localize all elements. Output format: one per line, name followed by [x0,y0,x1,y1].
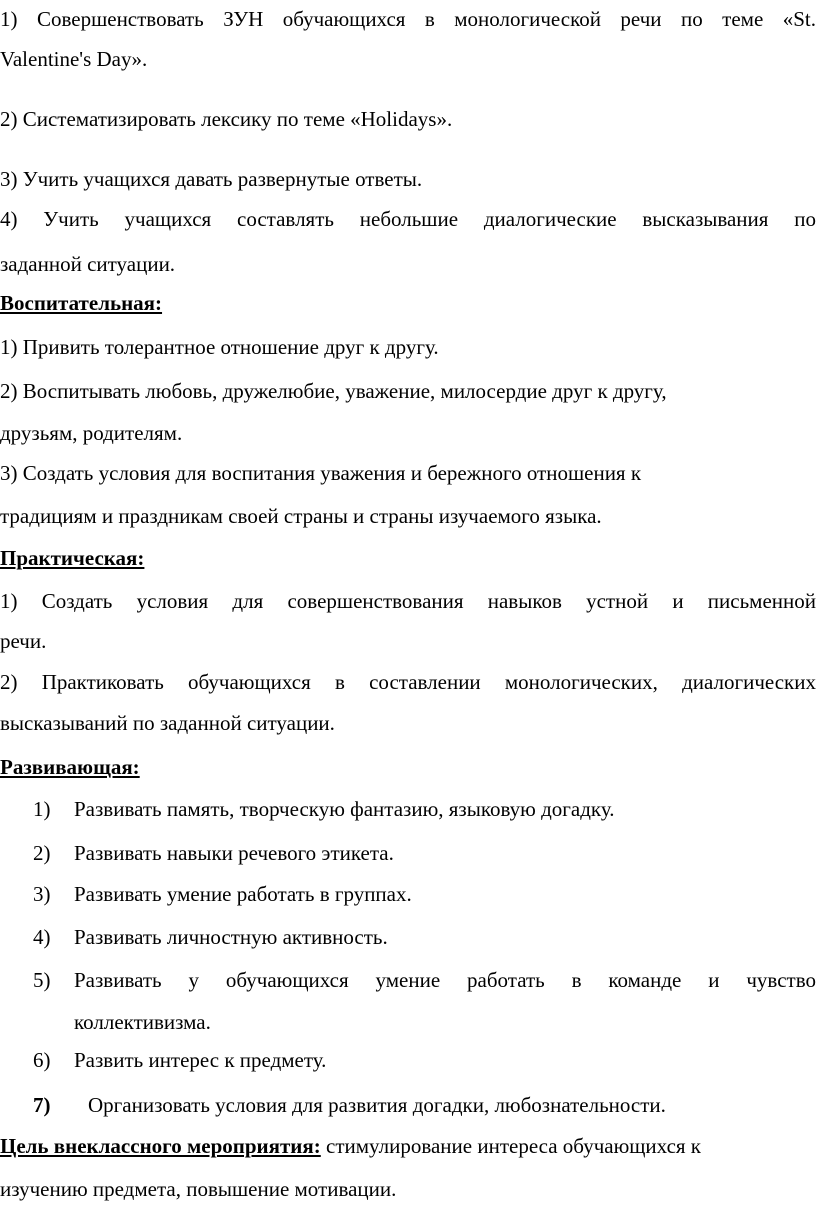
text-line: 1) Совершенствовать ЗУН обучающихся в монологической речи по теме «St. [0,7,816,31]
text-line: 3) Учить учащихся давать развернутые ответы. [0,167,423,191]
list-item-text: Развивать личностную активность. [74,925,388,949]
text-line: высказываний по заданной ситуации. [0,711,335,735]
list-item-text: Организовать условия для развития догадки, любознательности. [88,1093,666,1117]
list-item-number: 2) [33,841,51,865]
section-heading-developing: Развивающая: [0,755,140,779]
text-line: традициям и праздникам своей страны и страны изучаемого языка. [0,504,602,528]
list-item-text: Развить интерес к предмету. [74,1048,327,1072]
section-heading-practical: Практическая: [0,546,145,570]
text-line: изучению предмета, повышение мотивации. [0,1177,397,1201]
list-item-number: 4) [33,925,51,949]
event-goal-text: стимулирование интереса обучающихся к [320,1134,702,1158]
text-line: 2) Систематизировать лексику по теме «Holidays». [0,107,453,131]
event-goal [0,1133,816,1159]
list-item-number: 3) [33,882,51,906]
text-line: 2) Практиковать обучающихся в составлении монологических, диалогических [0,670,816,694]
text-line: Valentine's Day». [0,47,148,71]
text-line: речи. [0,629,47,653]
list-item-text: Развивать навыки речевого этикета. [74,841,394,865]
text-line: заданной ситуации. [0,252,176,276]
list-item-text: Развивать у обучающихся умение работать в команде и чувство [74,968,816,992]
text-line: 1) Привить толерантное отношение друг к другу. [0,335,439,359]
list-item-number: 1) [33,797,51,821]
list-item-number: 6) [33,1048,51,1072]
text-line: 1) Создать условия для совершенствования навыков устной и письменной [0,589,816,613]
text-line: 2) Воспитывать любовь, дружелюбие, уважение, милосердие друг к другу, [0,379,667,403]
list-item-number: 7) [33,1093,51,1117]
list-item-text: коллективизма. [74,1010,211,1034]
list-item-number: 5) [33,968,51,992]
text-line: 4) Учить учащихся составлять небольшие диалогические высказывания по [0,207,816,231]
text-line: друзьям, родителям. [0,421,183,445]
section-heading-educational: Воспитательная: [0,291,163,315]
text-line: 3) Создать условия для воспитания уважения и бережного отношения к [0,461,642,485]
list-item-text: Развивать память, творческую фантазию, языковую догадку. [74,797,615,821]
event-goal-label: Цель внеклассного мероприятия: [0,1134,321,1158]
list-item-text: Развивать умение работать в группах. [74,882,412,906]
